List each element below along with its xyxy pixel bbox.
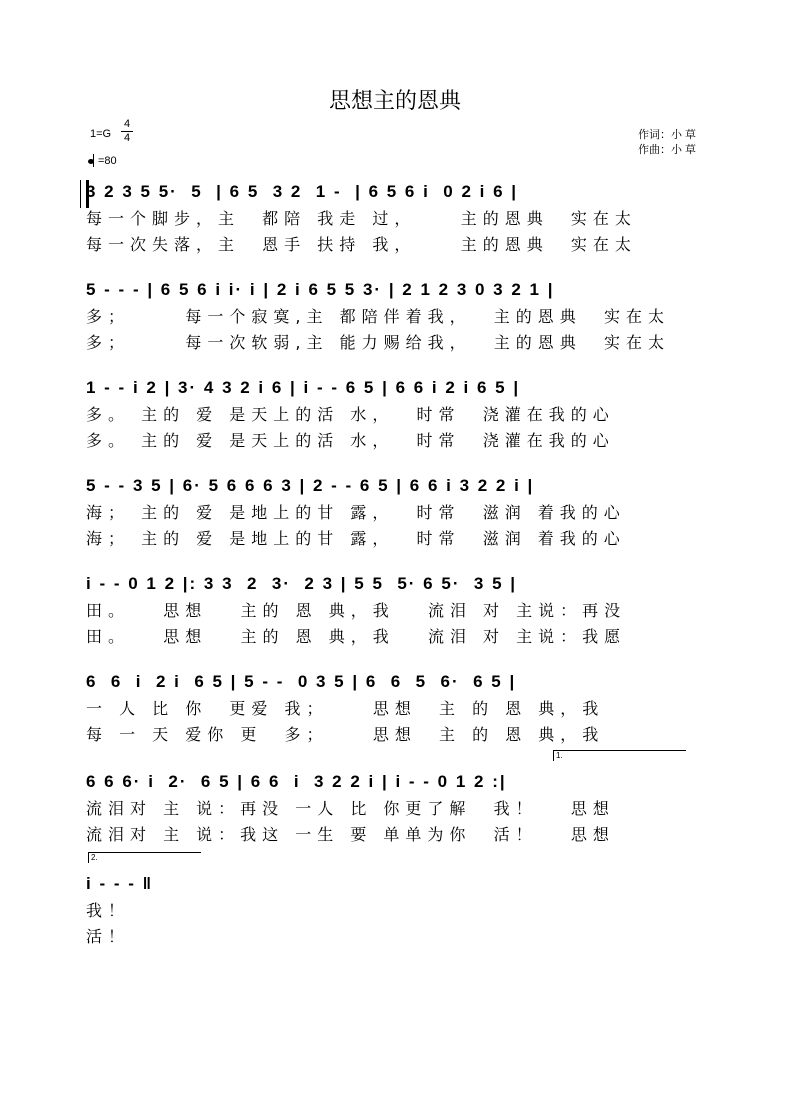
time-top: 4 — [123, 118, 131, 130]
lyric-line-2 — [80, 718, 720, 744]
lyric-line-2 — [80, 920, 720, 946]
key-signature: 1=G — [90, 128, 112, 140]
time-bottom: 4 — [123, 132, 131, 144]
credits — [638, 128, 696, 158]
lyric-text: 活！ — [86, 927, 131, 946]
lyric-line-2 — [80, 818, 720, 844]
lyric-text: 多。 主的 爱 是天上的活 水， 时常 浇灌在我的心 — [86, 431, 615, 450]
notes-text: 5 - - 3 5 | 6· 5 6 6 6 3 | 2 - - 6 5 | 6 6 i 3 2 2 i | — [86, 476, 535, 495]
notes-line — [80, 376, 720, 398]
composer: 作曲：小 草 — [638, 144, 697, 156]
lyric-line-1 — [80, 594, 720, 620]
tempo-marking — [88, 154, 117, 167]
notes-line — [80, 278, 720, 300]
notes-line — [80, 180, 720, 202]
lyric-text: 每一个脚步，主 都陪 我走 过， 主的恩典 实在太 — [86, 209, 637, 228]
lyric-text: 海； 主的 爱 是地上的甘 露， 时常 滋润 着我的心 — [86, 529, 626, 548]
notes-text: 3 2 3 5 5· 5 | 6 5 3 2 1 - | 6 5 6 i 0 2 i 6 | — [86, 182, 519, 201]
notes-text: 6 6 6· i 2· 6 5 | 6 6 i 3 2 2 i | i - - 0 1 2 :| — [86, 772, 507, 791]
notes-text: i - - - ‖ — [86, 874, 154, 893]
system-3 — [80, 376, 720, 450]
lyric-text: 流泪对 主 说：我这 一生 要 单单为你 活！ 思想 — [86, 825, 615, 844]
lyric-line-1 — [80, 792, 720, 818]
system-6 — [80, 670, 720, 744]
volta-2-bracket: 2. — [88, 852, 201, 863]
lyric-text: 田。 思想 主的 恩 典，我 流泪 对 主说：我愿 — [86, 627, 627, 646]
notes-text: 1 - - i 2 | 3· 4 3 2 i 6 | i - - 6 5 | 6 6 i 2 i 6 5 | — [86, 378, 521, 397]
notes-line — [80, 670, 720, 692]
tempo-value: =80 — [98, 155, 117, 167]
lyric-text: 一 人 比 你 更爱 我； 思想 主 的 恩 典，我 — [86, 699, 605, 718]
system-1 — [80, 180, 720, 254]
notes-text: 6 6 i 2 i 6 5 | 5 - - 0 3 5 | 6 6 5 6· 6 5 | — [86, 672, 517, 691]
lyric-text: 田。 思想 主的 恩 典，我 流泪 对 主说：再没 — [86, 601, 627, 620]
lyric-line-2 — [80, 424, 720, 450]
notes-line — [80, 474, 720, 496]
lyric-line-1 — [80, 496, 720, 522]
lyric-line-1 — [80, 894, 720, 920]
lyric-text: 多。 主的 爱 是天上的活 水， 时常 浇灌在我的心 — [86, 405, 615, 424]
lyric-text: 海； 主的 爱 是地上的甘 露， 时常 滋润 着我的心 — [86, 503, 626, 522]
lyric-text: 流泪对 主 说：再没 一人 比 你更了解 我！ 思想 — [86, 799, 615, 818]
system-4 — [80, 474, 720, 548]
lyric-text: 多； 每一次软弱,主 能力赐给我， 主的恩典 实在太 — [86, 333, 670, 352]
lyricist: 作词：小 草 — [638, 129, 697, 141]
notes-text: 5 - - - | 6 5 6 i i· i | 2 i 6 5 5 3· | 2 1 2 3 0 3 2 1 | — [86, 280, 555, 299]
system-5 — [80, 572, 720, 646]
lyric-text: 每 一 天 爱你 更 多； 思想 主 的 恩 典，我 — [86, 725, 605, 744]
lyric-line-2 — [80, 326, 720, 352]
lyric-line-1 — [80, 202, 720, 228]
system-2 — [80, 278, 720, 352]
notes-line — [80, 572, 720, 594]
system-7 — [80, 770, 720, 844]
song-title: 思想主的恩典 — [328, 89, 461, 114]
lyric-line-1 — [80, 398, 720, 424]
notes-line — [80, 872, 720, 894]
notes-line — [80, 770, 720, 792]
lyric-line-1 — [80, 300, 720, 326]
time-signature — [120, 118, 134, 145]
volta-1-bracket: 1. — [553, 750, 686, 761]
lyric-text: 每一次失落，主 恩手 扶持 我， 主的恩典 实在太 — [86, 235, 637, 254]
lyric-line-2 — [80, 228, 720, 254]
lyric-line-2 — [80, 522, 720, 548]
notes-text: i - - 0 1 2 |: 3 3 2 3· 2 3 | 5 5 5· 6 5· 3 5 | — [86, 574, 518, 593]
system-8 — [80, 872, 720, 946]
lyric-line-2 — [80, 620, 720, 646]
lyric-text: 多； 每一个寂寞,主 都陪伴着我， 主的恩典 实在太 — [86, 307, 670, 326]
lyric-text: 我！ — [86, 901, 131, 920]
lyric-line-1 — [80, 692, 720, 718]
